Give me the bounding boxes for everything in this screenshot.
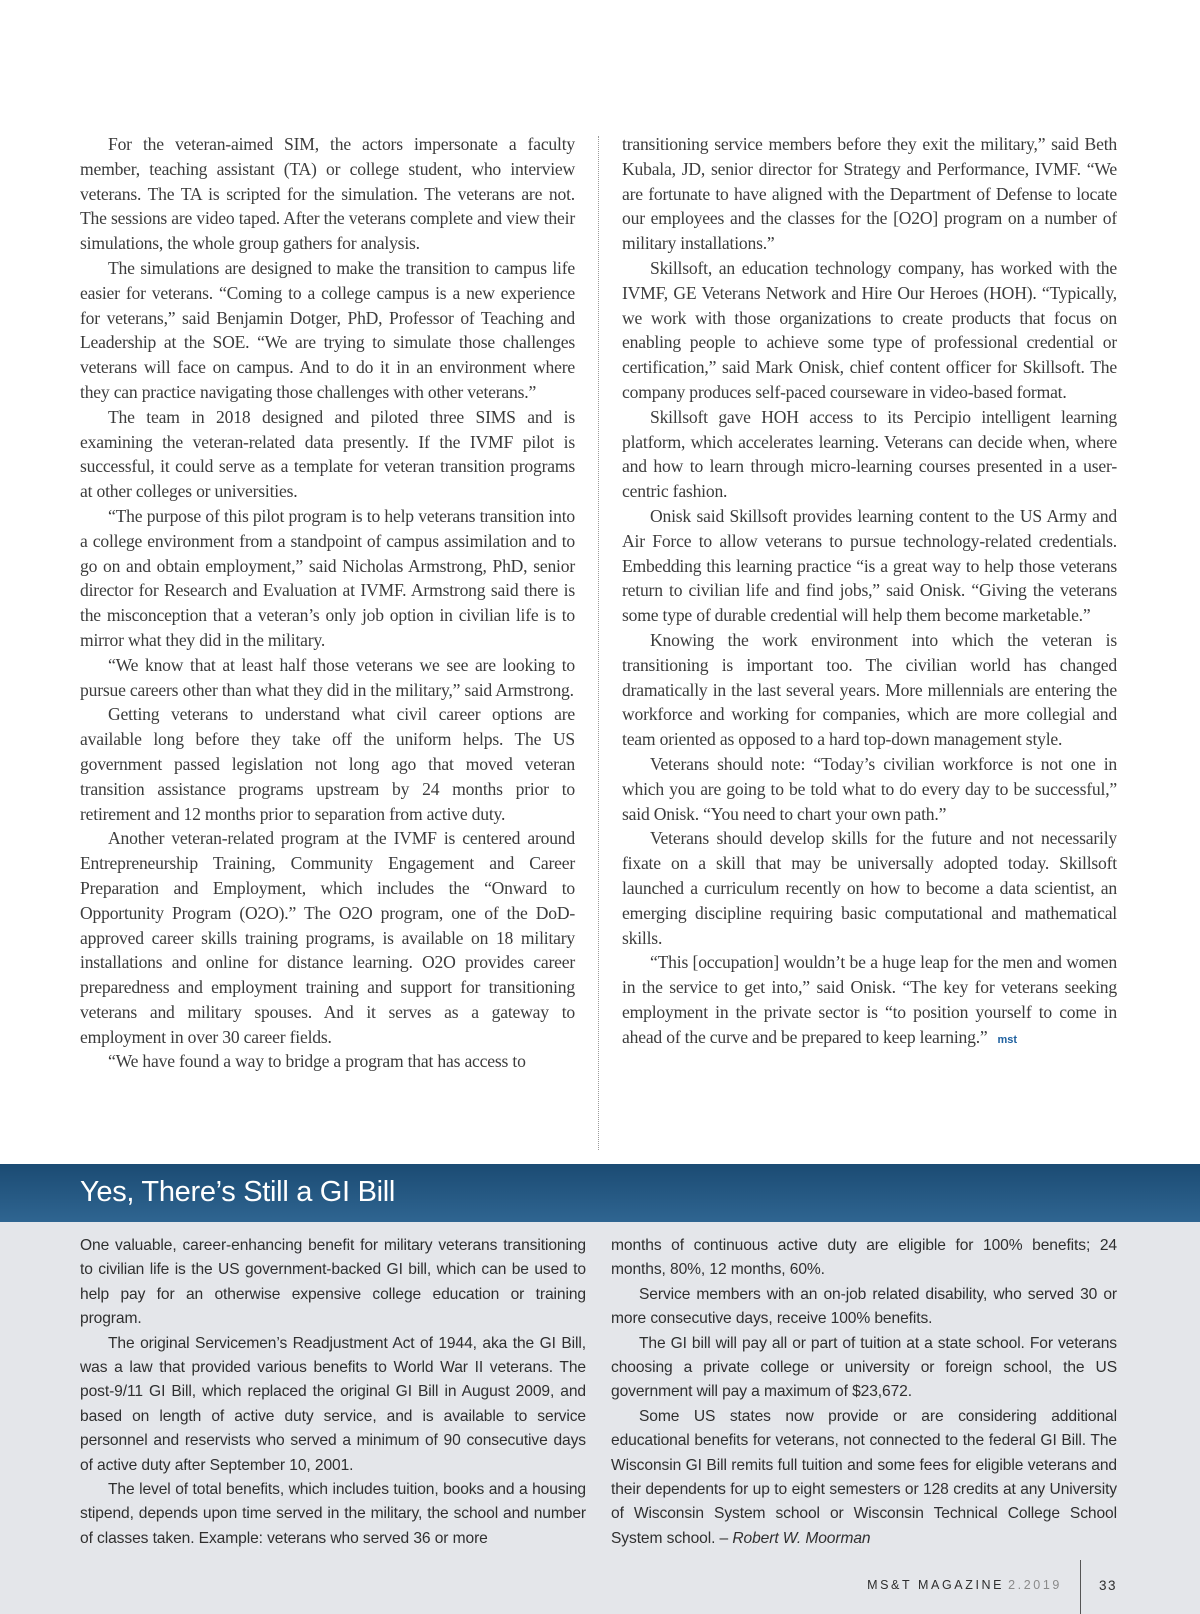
end-mark-logo: mst [997,1033,1018,1046]
article-paragraph: Skillsoft, an education technology company, has worked with the IVMF, GE Veterans Network and Hire Our Heroes (HOH). “Typically, we work with those organizations to create products that focus on enabling people to achieve some type of professional credential or certification,” said Mark Onisk, chief content officer for Skillsoft. The company produces self-paced courseware in video-based format. [622,257,1117,402]
article-paragraph: Getting veterans to understand what civil career options are available long before they take off the uniform helps. The US government passed legislation not long ago that moved veteran transition assistance programs upstream by 24 months prior to retirement and 12 months prior to separation from active duty. [80,704,575,824]
sidebar-paragraph: One valuable, career-enhancing benefit for military veterans transitioning to civilian life is the US government-backed GI bill, which can be used to help pay for an otherwise expensive college education or training program. [80,1237,586,1328]
sidebar-box [0,1222,1200,1614]
article-paragraph: Veterans should note: “Today’s civilian workforce is not one in which you are going to be told what to do every day to be successful,” said Onisk. “You need to chart your own path.” [622,753,1117,824]
footer-magazine-info [867,1560,1080,1592]
sidebar-last-paragraph [611,1405,1117,1551]
sidebar-paragraph-text: Some US states now provide or are considering additional educational benefits for veterans, not connected to the federal GI Bill. The Wisconsin GI Bill remits full tuition and some fees for eligible veterans and their dependents for up to eight semesters or 128 credits at any University of Wisconsin System school or Wisconsin Technical College School System school. – [611,1407,1117,1547]
article-paragraph: For the veteran-aimed SIM, the actors impersonate a faculty member, teaching assistant (TA) or college student, who interview veterans. The TA is scripted for the simulation. The veterans are not. The sessions are video taped. After the veterans complete and view their simulations, the whole group gathers for analysis. [80,134,575,254]
sidebar-header [0,1164,1200,1222]
article-paragraph: The simulations are designed to make the transition to campus life easier for veterans. “Coming to a college campus is a new experience for veterans,” said Benjamin Dotger, PhD, Professor of Teaching and Leadership at the SOE. “We are trying to simulate those challenges veterans will face on campus. And to do it in an environment where they can practice navigating those challenges with other veterans.” [80,257,575,402]
article-last-paragraph [622,950,1117,1052]
sidebar-paragraph: The level of total benefits, which includes tuition, books and a housing stipend, depends upon time served in the military, the school and number of classes taken. Example: veterans who served 36 or more [80,1481,586,1547]
article-paragraph: “The purpose of this pilot program is to help veterans transition into a college environment from a standpoint of campus assimilation and to go on and obtain employment,” said Nicholas Armstrong, PhD, senior director for Research and Evaluation at IVMF. Armstrong said there is the misconception that a veteran’s only job option in civilian life is to mirror what they did in the military. [80,505,575,650]
sidebar-paragraph: The GI bill will pay all or part of tuition at a state school. For veterans choosing a private college or university or foreign school, the US government will pay a maximum of $23,672. [611,1334,1117,1401]
article-paragraph: “We have found a way to bridge a program that has access to [108,1051,526,1072]
article-paragraph-text: “This [occupation] wouldn’t be a huge leap for the men and women in the service to get into,” said Onisk. “The key for veterans seeking employment in the private sector is “to position yourself to come in ahead of the curve and be prepared to keep learning.” [622,952,1117,1047]
article-paragraph: The team in 2018 designed and piloted three SIMS and is examining the veteran-related data presently. If the IVMF pilot is successful, it could serve as a template for veteran transition programs at other colleges or universities. [80,406,575,502]
article-paragraph: Another veteran-related program at the IVMF is centered around Entrepreneurship Training, Community Engagement and Career Preparation and Employment, which includes the “Onward to Opportunity Program (O2O).” The O2O program, one of the DoD-approved career skills training programs, is available on 18 military installations and online for distance learning. O2O provides career preparedness and employment training and support for transitioning veterans and military spouses. And it serves as a gateway to employment in over 30 career fields. [80,828,575,1047]
magazine-name: MS&T MAGAZINE [867,1578,1005,1592]
page-footer [867,1560,1117,1608]
sidebar-columns [80,1234,1117,1564]
article-body [80,132,1117,1150]
page-number: 33 [1098,1578,1117,1593]
sidebar-left-column [80,1234,586,1564]
sidebar-paragraph: The original Servicemen’s Readjustment Act of 1944, aka the GI Bill, was a law that provided various benefits to World War II veterans. The post-9/11 GI Bill, which replaced the original GI Bill in August 2009, and based on length of active duty service, and is available to service personnel and reservists who served a minimum of 90 consecutive days of active duty after September 10, 2001. [80,1334,586,1474]
article-right-column [622,132,1117,1150]
byline: Robert W. Moorman [732,1529,871,1547]
article-paragraph: “We know that at least half those veterans we see are looking to pursue careers other than what they did in the military,” said Armstrong. [80,654,575,700]
article-left-column [80,132,575,1150]
article-paragraph: transitioning service members before they exit the military,” said Beth Kubala, JD, senior director for Strategy and Performance, IVMF. “We are fortunate to have aligned with the Department of Defense to locate our employees and the classes for the [O2O] program on a number of military installations.” [622,134,1117,254]
article-paragraph: Onisk said Skillsoft provides learning content to the US Army and Air Force to allow veterans to pursue technology-related credentials. Embedding this learning practice “is a great way to help those veterans return to civilian life and find jobs,” said Onisk. “Giving the veterans some type of durable credential will help them become marketable.” [622,505,1117,626]
article-paragraph: Skillsoft gave HOH access to its Percipio intelligent learning platform, which accelerates learning. Veterans can decide when, where and how to learn through micro-learning courses presented in a user-centric fashion. [622,406,1117,502]
sidebar-paragraph: Service members with an on-job related disability, who served 30 or more consecutive days, receive 100% benefits. [611,1285,1117,1328]
issue-number: 2.2019 [1008,1578,1062,1592]
sidebar-right-column [611,1234,1117,1564]
article-paragraph: Knowing the work environment into which the veteran is transitioning is important too. The civilian world has changed dramatically in the last several years. More millennials are entering the workforce and working for companies, which are more collegial and team oriented as opposed to a hard top-down management style. [622,629,1117,750]
article-paragraph: Veterans should develop skills for the future and not necessarily fixate on a skill that may be universally adopted today. Skillsoft launched a curriculum recently on how to become a data scientist, an emerging discipline requiring basic computational and mathematical skills. [622,828,1117,948]
column-divider [598,136,599,1150]
sidebar-paragraph: months of continuous active duty are eligible for 100% benefits; 24 months, 80%, 12 months, 60%. [611,1237,1117,1279]
sidebar-title: Yes, There’s Still a GI Bill [80,1176,396,1208]
